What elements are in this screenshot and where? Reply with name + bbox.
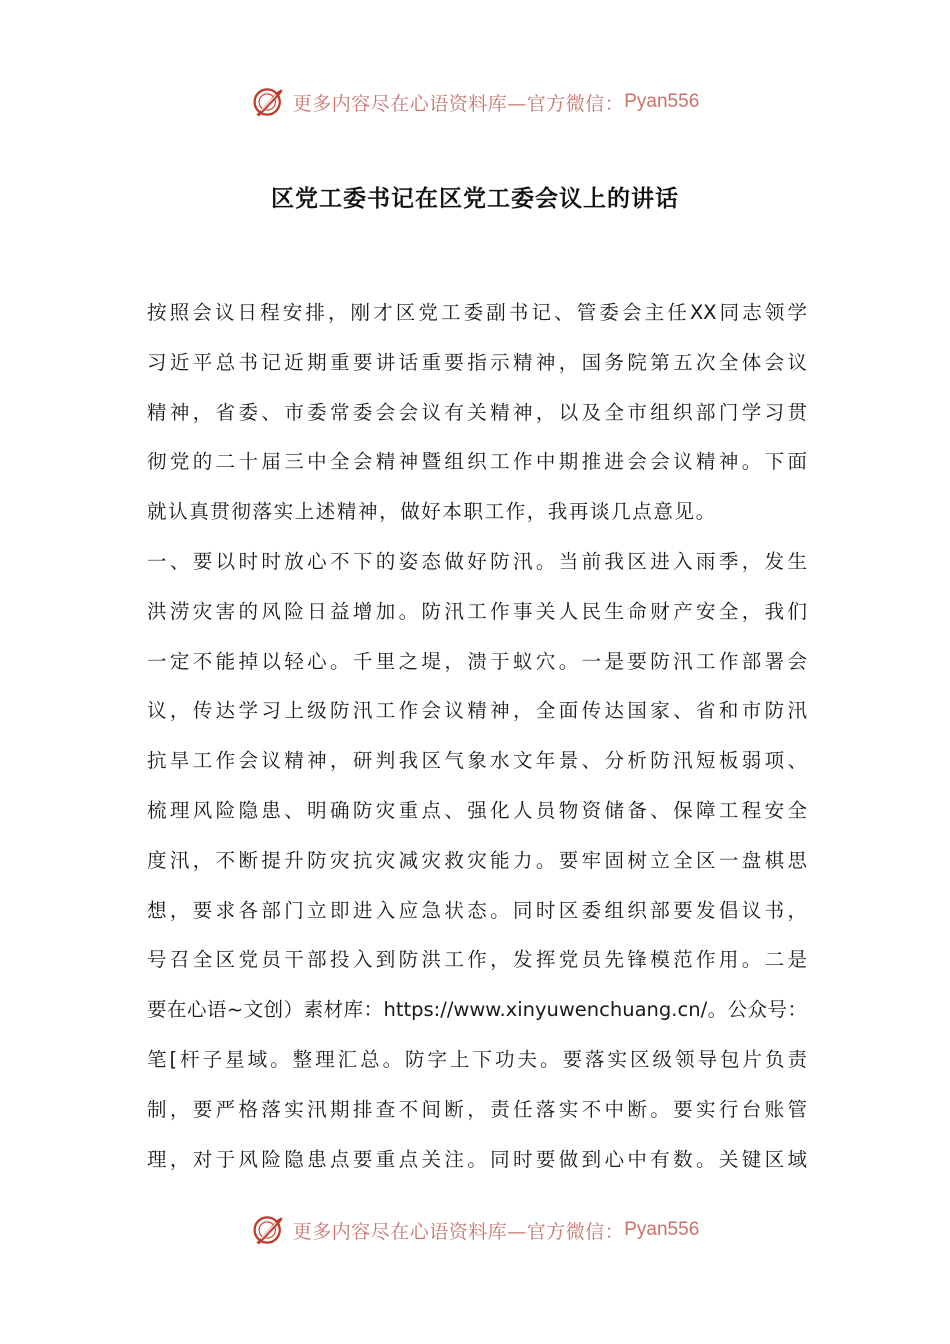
body-line: 习近平总书记近期重要讲话重要指示精神，国务院第五次全体会议: [147, 350, 807, 374]
body-line: 就认真贯彻落实上述精神，做好本职工作，我再谈几点意见。: [147, 500, 717, 524]
pen-logo-icon: [251, 84, 287, 120]
footer-banner-wechat-id: Pyan556: [624, 1219, 700, 1240]
body-line: 精神，省委、市委常委会会议有关精神，以及全市组织部门学习贯: [147, 400, 807, 424]
document-body: [147, 288, 807, 1184]
body-line: 理，对于风险隐患点要重点关注。同时要做到心中有数。关键区域: [147, 1147, 807, 1171]
body-line: 制，要严格落实汛期排查不间断，责任落实不中断。要实行台账管: [147, 1097, 807, 1121]
body-line: 抗旱工作会议精神，研判我区气象水文年景、分析防汛短板弱项、: [147, 749, 807, 773]
body-line: 度汛，不断提升防灾抗灾减灾救灾能力。要牢固树立全区一盘棋思: [147, 848, 807, 872]
header-banner-text: 更多内容尽在心语资料库—官方微信：: [292, 92, 625, 115]
body-line: 笔[杆子星域。整理汇总。防字上下功夫。要落实区级领导包片负责: [147, 1047, 807, 1071]
pen-logo-icon: [251, 1212, 287, 1248]
body-line: 按照会议日程安排，刚才区党工委副书记、管委会主任XX同志领学: [147, 301, 807, 324]
body-line: 洪涝灾害的风险日益增加。防汛工作事关人民生命财产安全，我们: [147, 599, 807, 623]
header-watermark-banner: [0, 82, 950, 122]
body-line: 要在心语~文创）素材库：https://www.xinyuwenchuang.cn/。公众号：: [147, 998, 807, 1022]
footer-banner-text: 更多内容尽在心语资料库—官方微信：: [292, 1220, 625, 1243]
body-line: 彻党的二十届三中全会精神暨组织工作中期推进会会议精神。下面: [147, 450, 807, 474]
body-line: 梳理风险隐患、明确防灾重点、强化人员物资储备、保障工程安全: [147, 798, 807, 822]
body-line: 想，要求各部门立即进入应急状态。同时区委组织部要发倡议书，: [147, 898, 807, 922]
header-banner-wechat-id: Pyan556: [624, 91, 700, 112]
body-line: 一定不能掉以轻心。千里之堤，溃于蚁穴。一是要防汛工作部署会: [147, 649, 807, 673]
body-line: 议，传达学习上级防汛工作会议精神，全面传达国家、省和市防汛: [147, 699, 807, 723]
body-line: 一、要以时时放心不下的姿态做好防汛。当前我区进入雨季，发生: [147, 549, 807, 573]
footer-watermark-banner: [0, 1210, 950, 1250]
body-line: 号召全区党员干部投入到防洪工作，发挥党员先锋模范作用。二是: [147, 948, 807, 972]
document-title: 区党工委书记在区党工委会议上的讲话: [271, 186, 679, 212]
